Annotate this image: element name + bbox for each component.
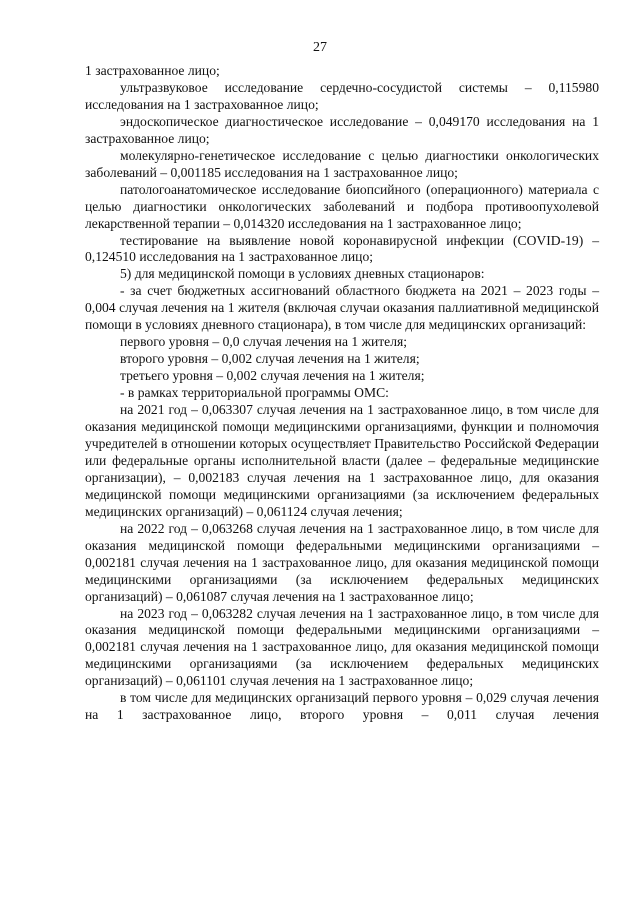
paragraph: патологоанатомическое исследование биопсийного (операционного) материала с целью диагностики онкологических заболеваний и подбора противоопухолевой лекарственной терапии – 0,014320 исследования на 1 застрахованное лицо; [85,181,599,231]
paragraph: 1 застрахованное лицо; [85,63,220,78]
paragraph: молекулярно-генетическое исследование с целью диагностики онкологических заболеваний – 0,001185 исследования на 1 застрахованное лицо; [85,147,599,180]
page-number: 27 [313,40,327,55]
paragraph: - в рамках территориальной программы ОМС: [120,385,389,401]
paragraph: на 2021 год – 0,063307 случая лечения на 1 застрахованное лицо, в том числе для оказания медицинской помощи медицинскими организациями, функции и полномочия учредителей в отношении которых осуществляет Правительство Российской Федерации или федеральные органы исполнительной власти (далее – федеральные медицинские организации), – 0,002183 случая лечения на 1 застрахованное лицо, для оказания медицинской помощи медицинскими организациями (за исключением федеральных медицинских организаций) – 0,061124 случая лечения; [85,402,599,519]
paragraph: третьего уровня – 0,002 случая лечения на 1 жителя; [120,368,425,384]
document-body [85,63,599,724]
paragraph: эндоскопическое диагностическое исследование – 0,049170 исследования на 1 застрахованное лицо; [85,113,599,146]
paragraph: ультразвуковое исследование сердечно-сосудистой системы – 0,115980 исследования на 1 застрахованное лицо; [85,79,599,112]
paragraph: в том числе для медицинских организаций первого уровня – 0,029 случая лечения на 1 застрахованное лицо, второго уровня – 0,011 случая лечения [85,690,599,723]
paragraph: на 2022 год – 0,063268 случая лечения на 1 застрахованное лицо, в том числе для оказания медицинской помощи федеральными медицинскими организациями – 0,002181 случая лечения на 1 застрахованное лицо, для оказания медицинской помощи медицинскими организациями (за исключением федеральных медицинских организаций) – 0,061087 случая лечения на 1 застрахованное лицо; [85,520,599,604]
paragraph: первого уровня – 0,0 случая лечения на 1 жителя; [120,334,408,350]
paragraph: тестирование на выявление новой коронавирусной инфекции (COVID-19) – 0,124510 исследования на 1 застрахованное лицо; [85,232,599,265]
paragraph: на 2023 год – 0,063282 случая лечения на 1 застрахованное лицо, в том числе для оказания медицинской помощи федеральными медицинскими организациями – 0,002181 случая лечения на 1 застрахованное лицо, для оказания медицинской помощи медицинскими организациями (за исключением федеральных медицинских организаций) – 0,061101 случая лечения на 1 застрахованное лицо; [85,605,599,689]
paragraph: 5) для медицинской помощи в условиях дневных стационаров: [120,266,485,282]
paragraph: второго уровня – 0,002 случая лечения на 1 жителя; [120,351,420,367]
paragraph: - за счет бюджетных ассигнований областного бюджета на 2021 – 2023 годы – 0,004 случая лечения на 1 жителя (включая случаи оказания паллиативной медицинской помощи в условиях дневного стационара), в том числе для медицинских организаций: [85,283,599,333]
